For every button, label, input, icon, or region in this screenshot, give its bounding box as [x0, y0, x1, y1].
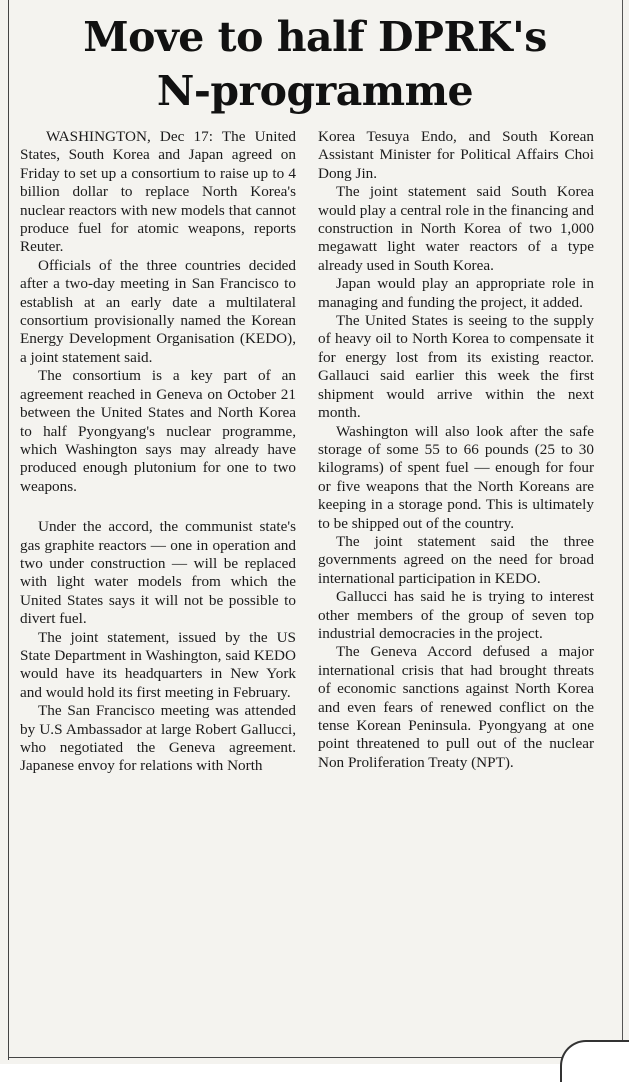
headline-line-1: Move to half DPRK's	[83, 13, 547, 61]
article-paragraph: The United States is seeing to the supply of heavy oil to North Korea to compensate it for energy lost from its existing reactor. Gallauci said earlier this week the first shipment would arrive within the next month.	[318, 312, 594, 422]
clipping-left-border	[8, 0, 9, 1060]
article-paragraph: The San Francisco meeting was attended by U.S Ambassador at large Robert Gallucci, who negotiated the Geneva agreement. Japanese envoy for relations with North	[20, 702, 296, 775]
article-paragraph: Gallucci has said he is trying to interest other members of the group of seven top industrial democracies in the project.	[318, 588, 594, 642]
clipping-bottom-border	[8, 1057, 568, 1058]
article-paragraph: Washington will also look after the safe storage of some 55 to 66 pounds (25 to 30 kilograms) of spent fuel — enough for four or five weapons that the North Koreans are keeping in a storage pond. This is ultimately to be shipped out of the country.	[318, 422, 594, 532]
article-paragraph: The joint statement said South Korea would play a central role in the financing and construction in North Korea of two 1,000 megawatt light water reactors of a type already used in South Korea.	[318, 183, 594, 274]
dateline: WASHINGTON, Dec 17:	[46, 128, 213, 145]
article-column-left	[20, 128, 296, 776]
article-paragraph: The joint statement, issued by the US State Department in Washington, said KEDO would have its headquarters in New York and would hold its first meeting in February.	[20, 628, 296, 701]
clipping-right-border	[622, 0, 623, 1064]
paragraph-text: The United States, South Korea and Japan agreed on Friday to set up a consortium to raise up to 4 billion dollar to replace North Korea's nuclear reactors with new models that cannot produce fuel for atomic weapons, reports Reuter.	[20, 128, 296, 256]
clipping-torn-corner	[560, 1040, 629, 1082]
article-paragraph: Officials of the three countries decided after a two-day meeting in San Francisco to establish at an early date a multilateral consortium provisionally named the Korean Energy Development Organisation (KEDO), a joint statement said.	[20, 256, 296, 366]
headline	[10, 10, 620, 118]
headline-line-2: N-programme	[156, 67, 474, 115]
article-paragraph: The consortium is a key part of an agreement reached in Geneva on October 21 between the United States and North Korea to half Pyongyang's nuclear programme, which Washington says may already have produced enough plutonium for one to two weapons.	[20, 367, 296, 495]
article-paragraph: Under the accord, the communist state's gas graphite reactors — one in operation and two under construction — will be replaced with light water models from which the United States says it will not be possible to divert fuel.	[20, 518, 296, 628]
article-column-right	[318, 128, 594, 772]
article-paragraph	[20, 128, 296, 257]
article-paragraph: Korea Tesuya Endo, and South Korean Assistant Minister for Political Affairs Choi Dong Jin.	[318, 128, 594, 182]
article-paragraph: Japan would play an appropriate role in managing and funding the project, it added.	[318, 275, 594, 311]
article-paragraph: The Geneva Accord defused a major international crisis that had brought threats of economic sanctions against North Korea and even fears of renewed conflict on the tense Korean Peninsula. Pyongyang at one point threatened to pull out of the nuclear Non Proliferation Treaty (NPT).	[318, 643, 594, 771]
article-paragraph: The joint statement said the three governments agreed on the need for broad international participation in KEDO.	[318, 532, 594, 587]
